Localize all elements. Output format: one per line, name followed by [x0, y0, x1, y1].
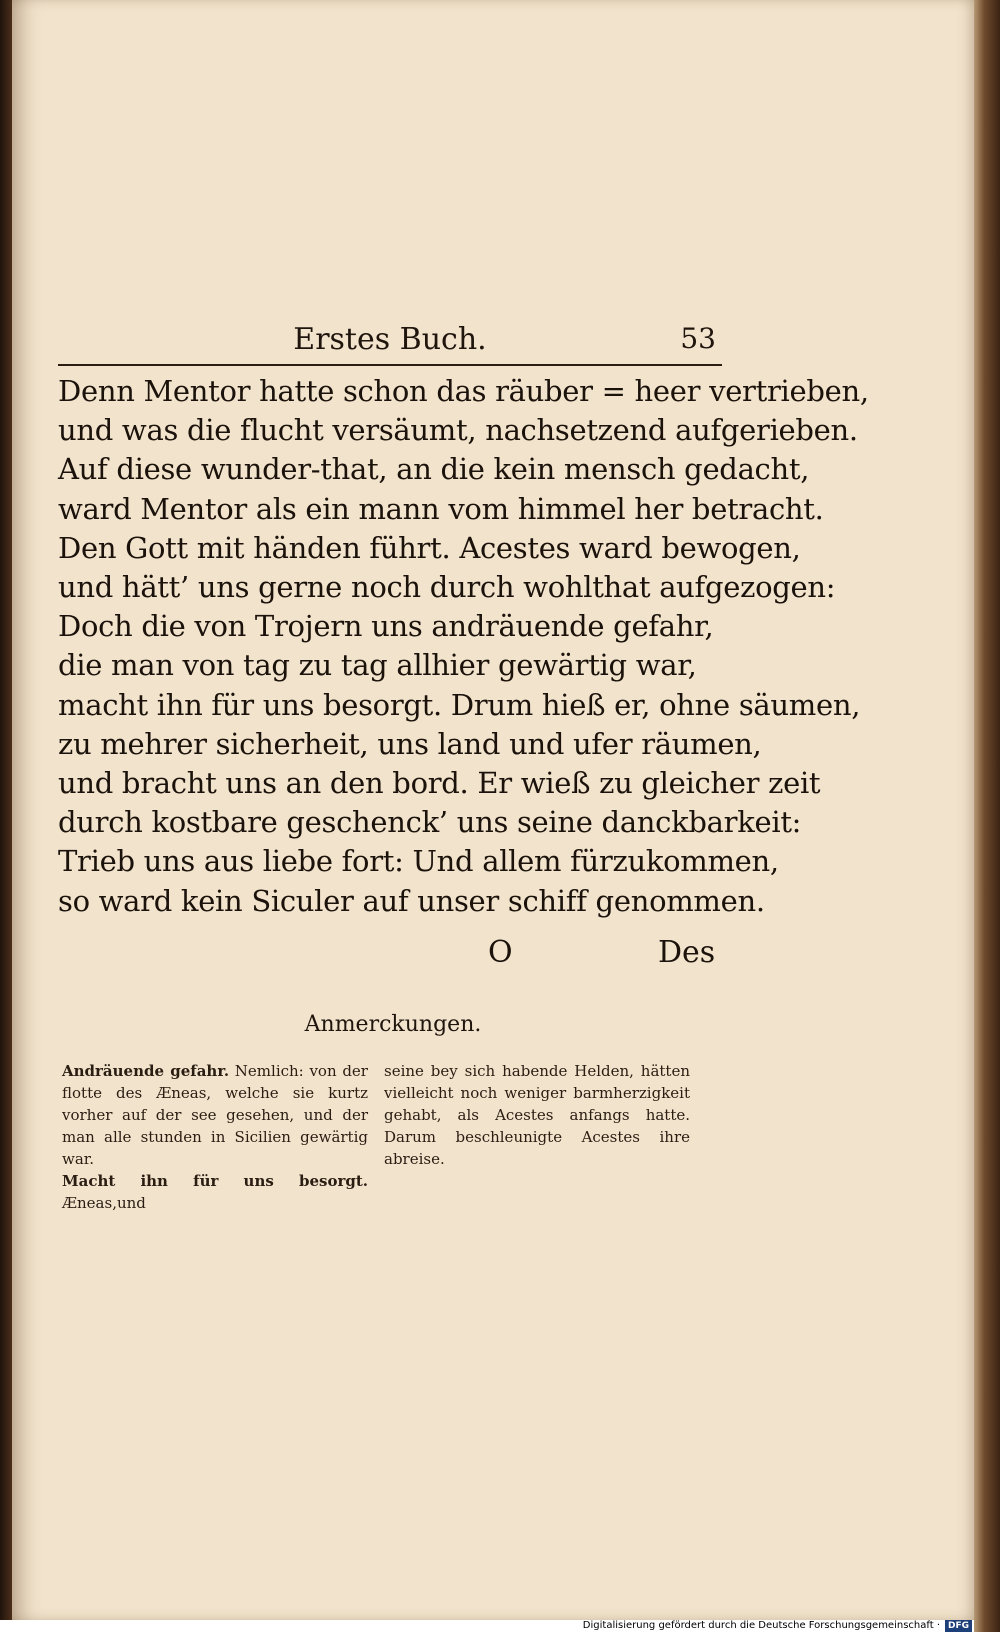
verse-line: und bracht uns an den bord. Er wieß zu gleicher zeit	[58, 766, 821, 801]
note-text: Nemlich: von der flotte des Æneas, welche sie kurtz vorher auf der see gesehen, und der man alle stunden in Sicilien gewärtig war.	[62, 1062, 368, 1168]
verse-line: die man von tag zu tag allhier gewärtig war,	[58, 648, 697, 683]
verse-block	[58, 372, 869, 921]
page-number: 53	[680, 322, 716, 355]
notes-right-column	[384, 1060, 690, 1170]
verse-line: Den Gott mit händen führt. Acestes ward bewogen,	[58, 530, 801, 565]
book-spine-edge	[0, 0, 12, 1620]
verse-line: Doch die von Trojern uns andräuende gefahr,	[58, 609, 714, 644]
digitization-credit: Digitalisierung gefördert durch die Deutsche Forschungsgemeinschaft ·	[0, 1620, 974, 1632]
running-header	[58, 318, 722, 366]
verse-line: Denn Mentor hatte schon das räuber = heer vertrieben,	[58, 374, 869, 408]
book-page	[12, 0, 974, 1620]
note-item	[62, 1170, 368, 1214]
verse-line: ward Mentor als ein mann vom himmel her betracht.	[58, 491, 824, 526]
note-text: Æneas,und	[62, 1194, 146, 1212]
verse-line: durch kostbare geschenck’ uns seine danckbarkeit:	[58, 805, 802, 840]
note-item	[62, 1060, 368, 1170]
verse-line: und was die flucht versäumt, nachsetzend aufgerieben.	[58, 413, 858, 448]
verse-line: Trieb uns aus liebe fort: Und allem fürzukommen,	[58, 844, 779, 879]
note-text: seine bey sich habende Helden, hätten vielleicht noch weniger barmherzigkeit gehabt, als Acestes anfangs hatte. Darum beschleunigte Acestes ihre abreise.	[384, 1062, 690, 1168]
signature-mark: O	[488, 935, 513, 970]
book-fore-edge	[974, 0, 1000, 1632]
notes-title: Anmerckungen.	[304, 1012, 482, 1037]
note-lead: Macht ihn für uns besorgt.	[62, 1172, 368, 1190]
verse-line: zu mehrer sicherheit, uns land und ufer räumen,	[58, 726, 762, 761]
catchword: Des	[658, 935, 716, 970]
verse-line: so ward kein Siculer auf unser schiff genommen.	[58, 883, 765, 918]
dfg-logo: DFG	[945, 1620, 972, 1632]
verse-line: macht ihn für uns besorgt. Drum hieß er, ohne säumen,	[58, 687, 861, 722]
note-lead: Andräuende gefahr.	[62, 1062, 230, 1080]
verse-line: Auf diese wunder-that, an die kein mensch gedacht,	[58, 452, 810, 487]
running-title: Erstes Buch.	[293, 322, 487, 357]
notes-left-column	[62, 1060, 368, 1214]
verse-line: und hätt’ uns gerne noch durch wohlthat aufgezogen:	[58, 570, 836, 605]
